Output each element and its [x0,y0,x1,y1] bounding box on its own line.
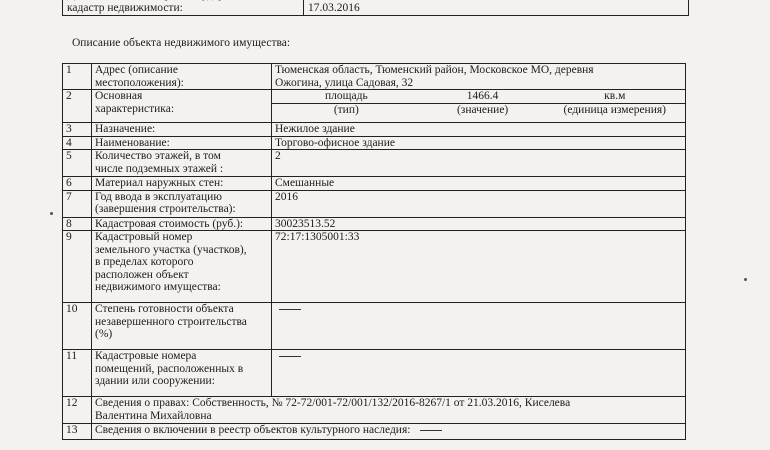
registration-date-label: кадастр недвижимости: [63,0,304,16]
floors-value: 2 [272,150,686,177]
rights-info: Сведения о правах: Собственность, № 72-72/001-72/001/132/2016-8267/1 от 21.03.2016, Киселева Валентина Михайловна [92,397,686,424]
table-row: 10 Степень готовности объекта незавершенного строительства (%) [63,303,686,350]
table-row: 6 Материал наружных стен: Смешанные [63,177,686,191]
year-value: 2016 [272,190,686,217]
empty-dash [279,309,301,310]
purpose-value: Нежилое здание [272,123,686,137]
land-plot-number-value: 72:17:1305001:33 [272,231,686,303]
empty-dash [420,430,442,431]
section-title: Описание объекта недвижимого имущества: [72,37,291,49]
scan-speck [744,278,747,281]
main-characteristic-label: Основная характеристика: [92,90,272,123]
table-row: 8 Кадастровая стоимость (руб.): 30023513.52 [63,217,686,231]
property-description-table [62,63,686,440]
table-row: 1 Адрес (описание местоположения): Тюменская область, Тюменский район, Московское МО, деревня Ожогина, улица Садовая, 32 [63,64,686,90]
main-characteristic-value: площадь 1466.4 кв.м (тип) (значение) (единица измерения) [272,90,686,123]
walls-value: Смешанные [272,177,686,191]
empty-dash [279,356,301,357]
cultural-heritage-info: Сведения о включении в реестр объектов культурного наследия: [92,424,686,440]
premises-numbers-value [272,350,686,397]
scan-speck [50,212,53,215]
table-row: 4 Наименование: Торгово-офисное здание [63,136,686,150]
address-label: Адрес (описание местоположения): [92,64,272,90]
table-row: 5 Количество этажей, в том числе подземных этажей : 2 [63,150,686,177]
address-value: Тюменская область, Тюменский район, Московское МО, деревня Ожогина, улица Садовая, 32 [272,64,686,90]
table-row: 11 Кадастровые номера помещений, расположенных в здании или сооружении: [63,350,686,397]
table-row: 2 Основная характеристика: площадь 1466.4 кв.м (тип) (значение) (единица измерения) [63,90,686,123]
registration-date-value: 17.03.2016 [304,0,689,16]
completion-degree-value [272,303,686,350]
table-row: 3 Назначение: Нежилое здание [63,123,686,137]
table-row: 12 Сведения о правах: Собственность, № 72-72/001-72/001/132/2016-8267/1 от 21.03.2016, Киселева Валентина Михайловна [63,397,686,424]
cadastral-cost-value: 30023513.52 [272,217,686,231]
table-row: 9 Кадастровый номер земельного участка (участков), в пределах которого расположен объект недвижимого имущества: 72:17:1305001:33 [63,231,686,303]
table-row: 7 Год ввода в эксплуатацию (завершения строительства): 2016 [63,190,686,217]
registration-date-table [62,0,689,16]
name-value: Торгово-офисное здание [272,136,686,150]
table-row: 13 Сведения о включении в реестр объектов культурного наследия: [63,424,686,440]
